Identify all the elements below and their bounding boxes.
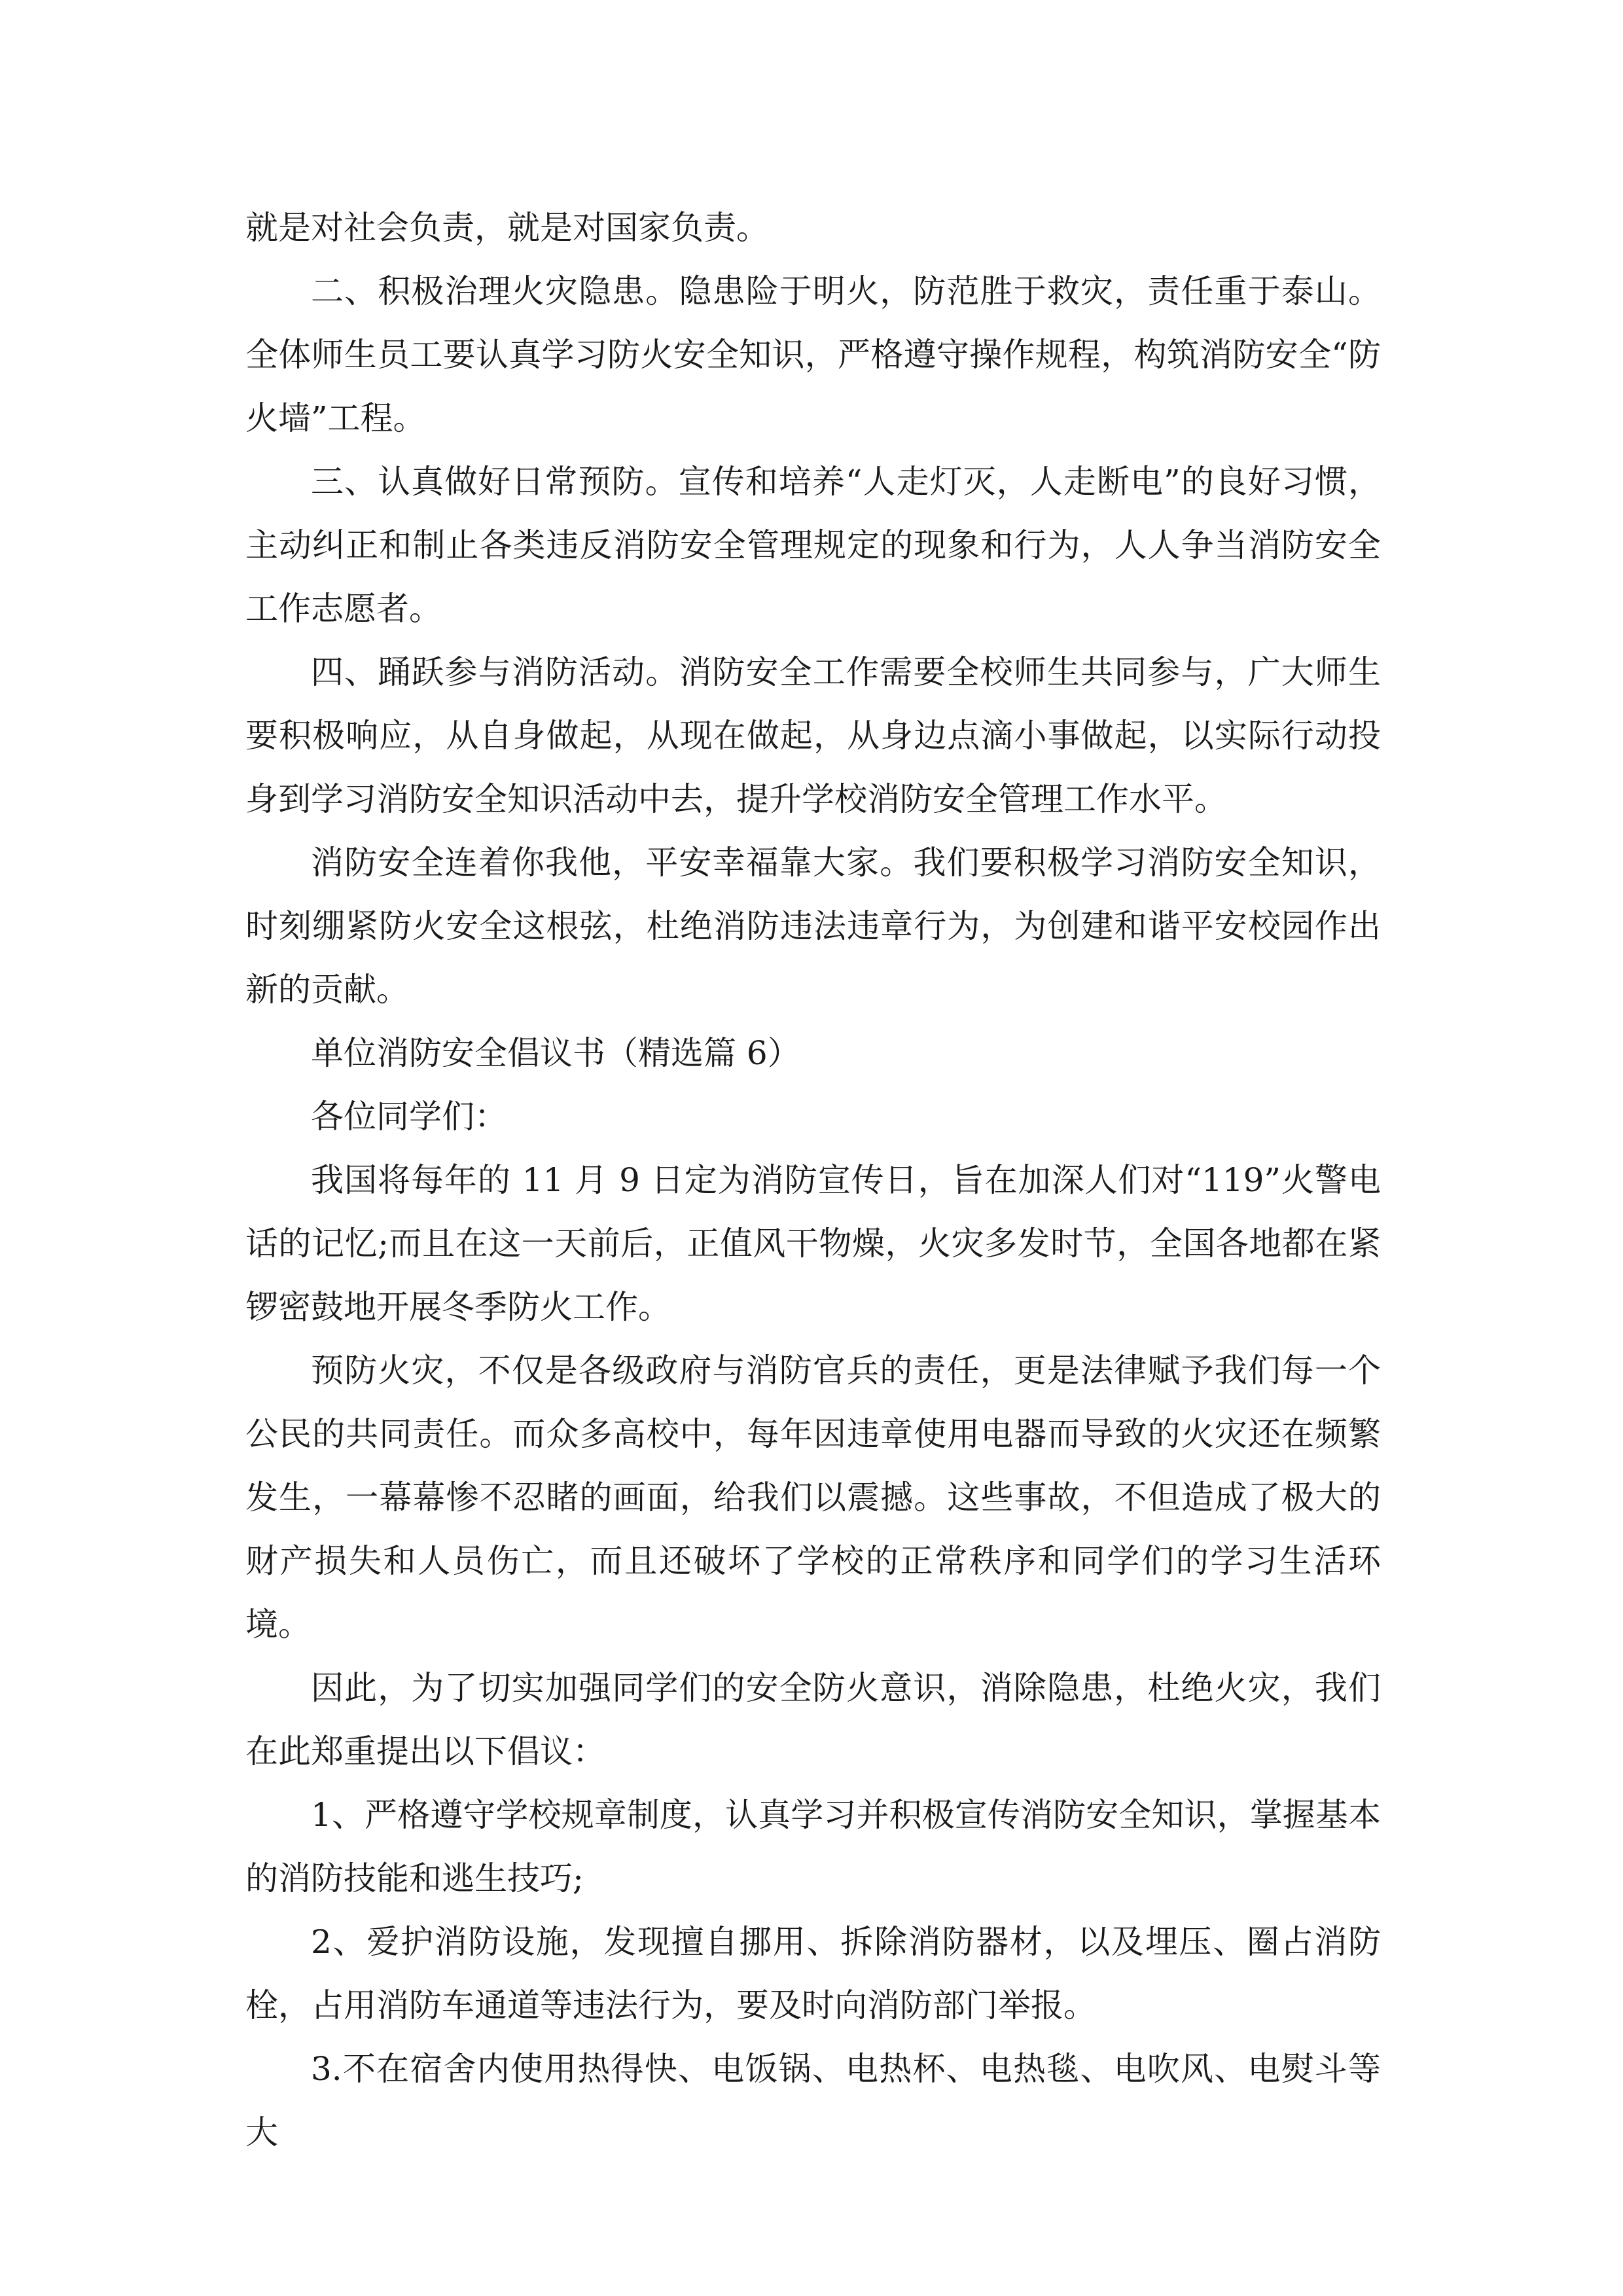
section-heading: 单位消防安全倡议书（精选篇 6）: [311, 1034, 800, 1072]
paragraph-9: 预防火灾，不仅是各级政府与消防官兵的责任，更是法律赋予我们每一个公民的共同责任。而众多高校中，每年因违章使用电器而导致的火灾还在频繁发生，一幕幕惨不忍睹的画面，给我们以震撼。这些事故，不但造成了极大的财产损失和人员伤亡，而且还破坏了学校的正常秩序和同学们的学习生活环境。: [245, 1352, 1381, 1643]
salutation: 各位同学们：: [311, 1098, 507, 1136]
paragraph-1: 就是对社会负责，就是对国家负责。: [245, 209, 769, 247]
paragraph-4: 四、踊跃参与消防活动。消防安全工作需要全校师生共同参与，广大师生要积极响应，从自身做起，从现在做起，从身边点滴小事做起，以实际行动投身到学习消防安全知识活动中去，提升学校消防安全管理工作水平。: [245, 653, 1381, 818]
paragraph-5: 消防安全连着你我他，平安幸福靠大家。我们要积极学习消防安全知识，时刻绷紧防火安全这根弦，杜绝消防违法违章行为，为创建和谐平安校园作出新的贡献。: [245, 844, 1381, 1009]
list-item-1: 1、严格遵守学校规章制度，认真学习并积极宣传消防安全知识，掌握基本的消防技能和逃生技巧;: [245, 1796, 1381, 1897]
paragraph-10: 因此，为了切实加强同学们的安全防火意识，消除隐患，杜绝火灾，我们在此郑重提出以下倡议：: [245, 1669, 1381, 1770]
list-item-2: 2、爱护消防设施，发现擅自挪用、拆除消防器材，以及埋压、圈占消防栓，占用消防车通道等违法行为，要及时向消防部门举报。: [245, 1923, 1381, 2024]
paragraph-3: 三、认真做好日常预防。宣传和培养“人走灯灭，人走断电”的良好习惯，主动纠正和制止各类违反消防安全管理规定的现象和行为，人人争当消防安全工作志愿者。: [245, 463, 1381, 628]
paragraph-2: 二、积极治理火灾隐患。隐患险于明火，防范胜于救灾，责任重于泰山。全体师生员工要认真学习防火安全知识，严格遵守操作规程，构筑消防安全“防火墙”工程。: [245, 272, 1381, 437]
paragraph-8: 我国将每年的 11 月 9 日定为消防宣传日，旨在加深人们对“119”火警电话的记忆;而且在这一天前后，正值风干物燥，火灾多发时节，全国各地都在紧锣密鼓地开展冬季防火工作。: [245, 1161, 1381, 1326]
list-item-3: 3.不在宿舍内使用热得快、电饭锅、电热杯、电热毯、电吹风、电熨斗等大: [245, 2050, 1381, 2151]
document-body: [245, 196, 1381, 2164]
